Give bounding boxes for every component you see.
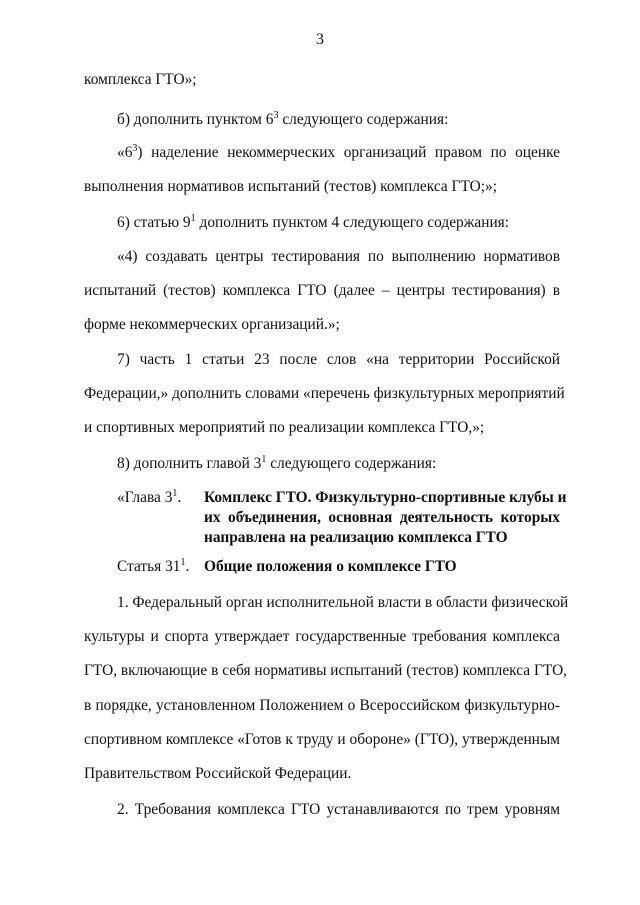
text-line: Правительством Российской Федерации.	[84, 765, 352, 782]
text-line: комплекса ГТО»;	[84, 71, 197, 88]
article-label: Статья $31^1$.	[117, 557, 190, 575]
chapter-title: их объединения, основная деятельность которых	[204, 509, 560, 526]
text-line: ГТО, включающие в себя нормативы испытаний (тестов) комплекса ГТО,	[84, 662, 568, 679]
text-line: «4) создавать центры тестирования по выполнению нормативов	[117, 248, 560, 265]
chapter-title: направлена на реализацию комплекса ГТО	[204, 529, 508, 546]
page-number: 3	[316, 31, 324, 48]
text-line: 6) статью $9^1$ дополнить пунктом 4 следующего содержания:	[117, 213, 510, 231]
text-line: 1. Федеральный орган исполнительной власти в области физической	[117, 594, 569, 611]
text-line: 2. Требования комплекса ГТО устанавливаются по трем уровням	[117, 801, 560, 818]
text-line: культуры и спорта утверждает государственные требования комплекса	[84, 628, 560, 645]
text-line: б) дополнить пунктом $6^3$ следующего содержания:	[117, 110, 449, 128]
text-line: 7) часть 1 статьи 23 после слов «на территории Российской	[117, 351, 560, 368]
text-line: Федерации,» дополнить словами «перечень физкультурных мероприятий	[84, 385, 565, 402]
text-line: спортивном комплексе «Готов к труду и обороне» (ГТО), утвержденным	[84, 731, 560, 748]
text-line: выполнения нормативов испытаний (тестов) комплекса ГТО;»;	[84, 178, 498, 195]
text-line: испытаний (тестов) комплекса ГТО (далее – центры тестирования) в	[84, 282, 560, 299]
text-line: «$6^3$) наделение некоммерческих организаций правом по оценке	[117, 143, 560, 161]
chapter-label: «Глава $3^1$.	[117, 488, 182, 506]
text-line: форме некоммерческих организаций.»;	[84, 316, 340, 333]
text-line: 8) дополнить главой $3^1$ следующего содержания:	[117, 454, 437, 472]
chapter-title: Комплекс ГТО. Физкультурно-спортивные клубы и	[204, 489, 567, 506]
text-line: в порядке, установленном Положением о Всероссийском физкультурно-	[84, 697, 560, 714]
text-line: и спортивных мероприятий по реализации комплекса ГТО,»;	[84, 419, 485, 436]
article-title: Общие положения о комплексе ГТО	[204, 558, 457, 575]
